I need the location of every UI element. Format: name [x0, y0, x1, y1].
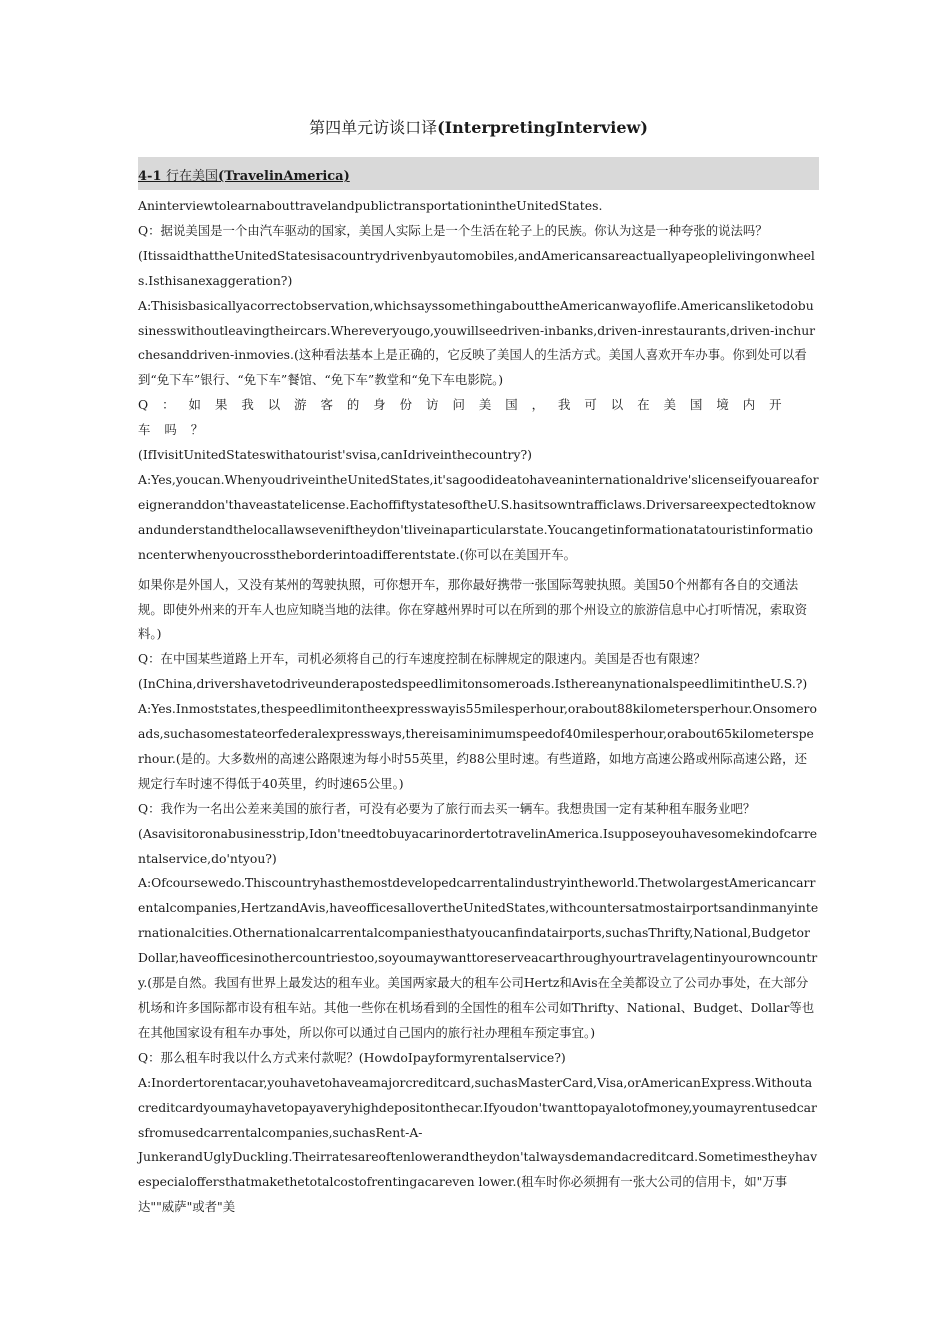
intro-paragraph: AninterviewtolearnabouttravelandpublictransportationintheUnitedStates.	[138, 198, 603, 213]
section-title-english: (TravelinAmerica)	[218, 169, 350, 184]
answer-2: A:Yes,youcan.WhenyoudriveintheUnitedStates,it'sagoodideatohaveaninternationaldrive'slicenseifyouareaforeigneranddon'thaveastatelicense.EachoffiftystatesoftheU.S.hasitsowntrafficlaws.Driversareexpectedtoknowandunderstandthelocallawseveniftheydon'tliveinaparticularstate.Youcangetinformationatatouristinformationcenterwhenyoucrosstheborderintoadifferentstate.(你可以在美国开车。	[138, 471, 819, 562]
answer-1: A:Thisisbasicallyacorrectobservation,whichsayssomethingabouttheAmericanwayoflife.Americansliketodobusinesswithoutleavingtheircars.Whereveryougo,youwillseedriven-inbanks,driven-inrestaurants,driven-inchurchesanddriven-inmovies.(这种看法基本上是正确的，它反映了美国人的生活方式。美国人喜欢开车办事。你到处可以看到“免下车”银行、“免下车”餐馆、“免下车”教堂和“免下车电影院。)	[138, 297, 816, 388]
question-1-chinese: Q：据说美国是一个由汽车驱动的国家，美国人实际上是一个生活在轮子上的民族。你认为这是一种夸张的说法吗？	[138, 222, 768, 238]
question-5: Q：那么租车时我以什么方式来付款呢？(HowdoIpayformyrentalservice?)	[138, 1049, 566, 1065]
question-4-chinese: Q：我作为一名出公差来美国的旅行者，可没有必要为了旅行而去买一辆车。我想贵国一定有某种租车服务业吧？	[138, 800, 756, 816]
section-heading	[138, 168, 350, 186]
question-3-english: (InChina,drivershavetodriveunderapostedspeedlimitonsomeroads.IsthereanynationalspeedlimitintheU.S.?)	[138, 676, 808, 692]
title-chinese: 第四单元访谈口译	[309, 118, 438, 137]
question-2-chinese: Q：如果我以游客的身份访问美国，我可以在美国境内开车吗？	[138, 397, 796, 438]
title-english: (InterpretingInterview)	[437, 118, 648, 137]
answer-3: A:Yes.Inmoststates,thespeedlimitontheexpresswayis55milesperhour,orabout88kilometersperhour.Onsomeroads,suchasomestateorfederalexpressways,thereisaminimumspeedof40milesperhour,orabout65kilometersperhour.(是的。大多数州的高速公路限速为每小时55英里，约88公里时速。有些道路，如地方高速公路或州际高速公路，还规定行车时速不得低于40英里，约时速65公里。)	[138, 701, 817, 791]
document-title	[138, 116, 819, 140]
answer-2-chinese: 如果你是外国人，又没有某州的驾驶执照，可你想开车，那你最好携带一张国际驾驶执照。美国50个州都有各自的交通法规。即使外州来的开车人也应知晓当地的法律。你在穿越州界时可以在所到的那个州设立的旅游信息中心打听情况，索取资料。)	[138, 576, 808, 642]
section-number: 4-1	[138, 169, 162, 184]
document-body	[138, 194, 819, 1220]
question-3-chinese: Q：在中国某些道路上开车，司机必须将自己的行车速度控制在标牌规定的限速内。美国是否也有限速？	[138, 651, 706, 667]
section-title-chinese: 行在美国	[166, 169, 219, 184]
question-2-english: (IfIvisitUnitedStateswithatourist'svisa,canIdriveinthecountry?)	[138, 447, 532, 463]
question-1-english: (ItissaidthattheUnitedStatesisacountrydrivenbyautomobiles,andAmericansareactuallyapeoplelivingonwheels.Isthisanexaggeration?)	[138, 247, 815, 288]
answer-5: A:Inordertorentacar,youhavetohaveamajorcreditcard,suchasMasterCard,Visa,orAmericanExpress.Withoutacreditcardyoumayhavetopayaveryhighdepositonthecar.Ifyoudon'twanttopayalotofmoney,youmayrentusedcarsfromusedcarrentalcompanies,suchasRent-A-	[138, 1074, 817, 1140]
answer-4: A:Ofcoursewedo.Thiscountryhasthemostdevelopedcarrentalindustryintheworld.ThetwolargestAmericancarrentalcompanies,HertzandAvis,haveofficesallovertheUnitedStates,withcountersatmostairportsandinmanyinternationalcities.Othernationalcarrentalcompaniesthatyoucanfindatairports,suchasThrifty,National,BudgetorDollar,haveofficesinothercountriestoo,soyoumaywanttoreserveacarthroughyourtravelagentinyourowncountry.(那是自然。我国有世界上最发达的租车业。美国两家最大的租车公司Hertz和Avis在全美都设立了公司办事处，在大部分机场和许多国际都市设有租车站。其他一些你在机场看到的全国性的租车公司如Thrifty、National、Budget、Dollar等也在其他国家设有租车办事处，所以你可以通过自己国内的旅行社办理租车预定事宜。)	[138, 875, 819, 1040]
answer-5-continued: JunkerandUglyDuckling.Theirratesareoftenlowerandtheydon'talwaysdemandacreditcard.Sometimestheyhavespecialoffersthatmakethetotalcostofrentingacareven lower.(租车时你必须拥有一张大公司的信用卡，如"万事达""威萨"或者"美	[138, 1149, 818, 1215]
question-4-english: (Asavisitoronabusinesstrip,Idon'tneedtobuyacarinordertotravelinAmerica.Isupposeyouhavesomekindofcarrentalservice,do'ntyou?)	[138, 825, 818, 866]
